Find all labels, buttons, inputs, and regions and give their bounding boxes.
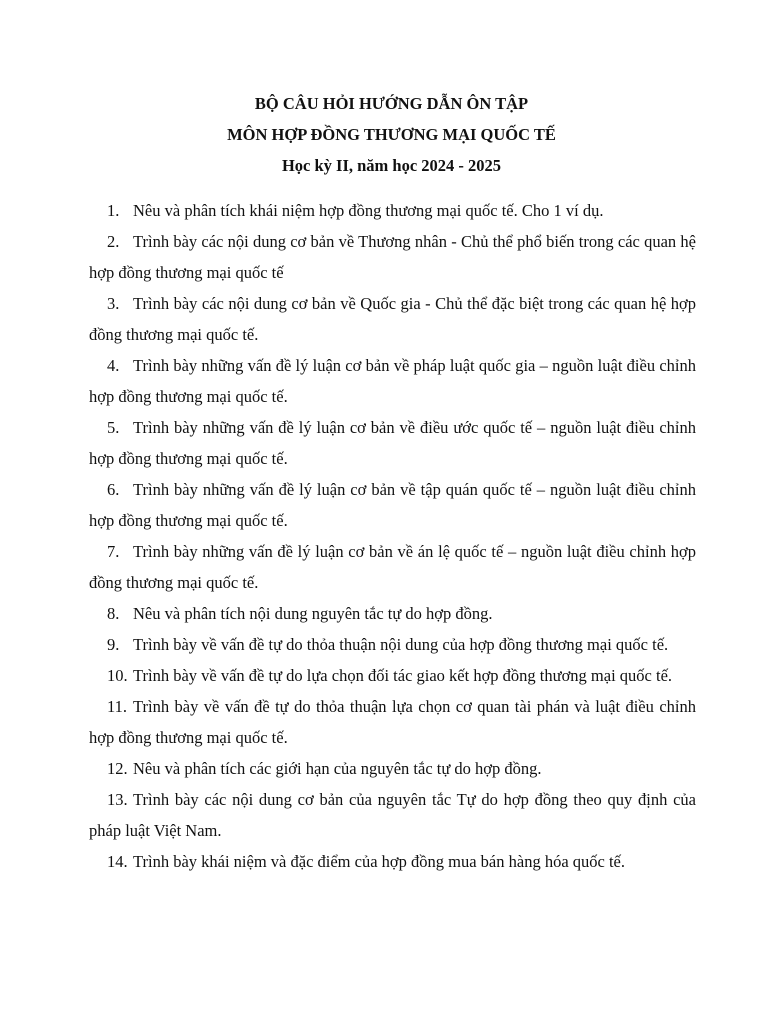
question-number: 3.: [107, 294, 120, 313]
question-item: [89, 350, 696, 412]
question-number: 14.: [107, 852, 128, 871]
header-subject: MÔN HỢP ĐỒNG THƯƠNG MẠI QUỐC TẾ: [227, 125, 556, 144]
question-item: [89, 195, 696, 226]
header-semester: Học kỳ II, năm học 2024 - 2025: [281, 156, 502, 175]
question-number: 5.: [107, 418, 120, 437]
question-text: Nêu và phân tích các giới hạn của nguyên tắc tự do hợp đồng.: [133, 759, 542, 778]
question-text: Trình bày những vấn đề lý luận cơ bản về tập quán quốc tế – nguồn luật điều chỉnh hợp đồng thương mại quốc tế.: [89, 480, 696, 530]
question-number: 1.: [107, 201, 120, 220]
question-list: [89, 195, 696, 877]
question-item: [89, 598, 696, 629]
question-item: [89, 536, 696, 598]
question-number: 10.: [107, 666, 128, 685]
question-text: Nêu và phân tích khái niệm hợp đồng thương mại quốc tế. Cho 1 ví dụ.: [133, 201, 604, 220]
question-number: 9.: [107, 635, 120, 654]
question-text: Trình bày những vấn đề lý luận cơ bản về điều ước quốc tế – nguồn luật điều chỉnh hợp đồng thương mại quốc tế.: [89, 418, 696, 468]
question-item: [89, 474, 696, 536]
question-text: Trình bày khái niệm và đặc điểm của hợp đồng mua bán hàng hóa quốc tế.: [133, 852, 625, 871]
question-text: Trình bày những vấn đề lý luận cơ bản về pháp luật quốc gia – nguồn luật điều chỉnh hợp đồng thương mại quốc tế.: [89, 356, 696, 406]
question-number: 7.: [107, 542, 120, 561]
question-item: [89, 753, 696, 784]
question-text: Trình bày về vấn đề tự do lựa chọn đối tác giao kết hợp đồng thương mại quốc tế.: [133, 666, 673, 685]
question-text: Trình bày các nội dung cơ bản về Quốc gia - Chủ thể đặc biệt trong các quan hệ hợp đồng thương mại quốc tế.: [89, 294, 696, 344]
question-text: Trình bày những vấn đề lý luận cơ bản về án lệ quốc tế – nguồn luật điều chỉnh hợp đồng thương mại quốc tế.: [89, 542, 696, 592]
question-text: Trình bày các nội dung cơ bản của nguyên tắc Tự do hợp đồng theo quy định của pháp luật Việt Nam.: [89, 790, 696, 840]
document-header: [89, 88, 696, 181]
question-item: [89, 846, 696, 877]
question-text: Nêu và phân tích nội dung nguyên tắc tự do hợp đồng.: [133, 604, 493, 623]
question-item: [89, 691, 696, 753]
header-title: BỘ CÂU HỎI HƯỚNG DẪN ÔN TẬP: [254, 94, 529, 113]
question-number: 6.: [107, 480, 120, 499]
question-number: 4.: [107, 356, 120, 375]
question-item: [89, 629, 696, 660]
question-number: 2.: [107, 232, 120, 251]
question-item: [89, 784, 696, 846]
question-item: [89, 226, 696, 288]
question-text: Trình bày về vấn đề tự do thỏa thuận lựa chọn cơ quan tài phán và luật điều chỉnh hợp đồng thương mại quốc tế.: [89, 697, 696, 747]
question-number: 12.: [107, 759, 128, 778]
question-text: Trình bày các nội dung cơ bản về Thương nhân - Chủ thể phổ biến trong các quan hệ hợp đồng thương mại quốc tế: [89, 232, 696, 282]
question-item: [89, 660, 696, 691]
question-text: Trình bày về vấn đề tự do thỏa thuận nội dung của hợp đồng thương mại quốc tế.: [133, 635, 669, 654]
question-number: 8.: [107, 604, 120, 623]
question-item: [89, 288, 696, 350]
question-number: 13.: [107, 790, 128, 809]
question-item: [89, 412, 696, 474]
question-number: 11.: [107, 697, 128, 716]
